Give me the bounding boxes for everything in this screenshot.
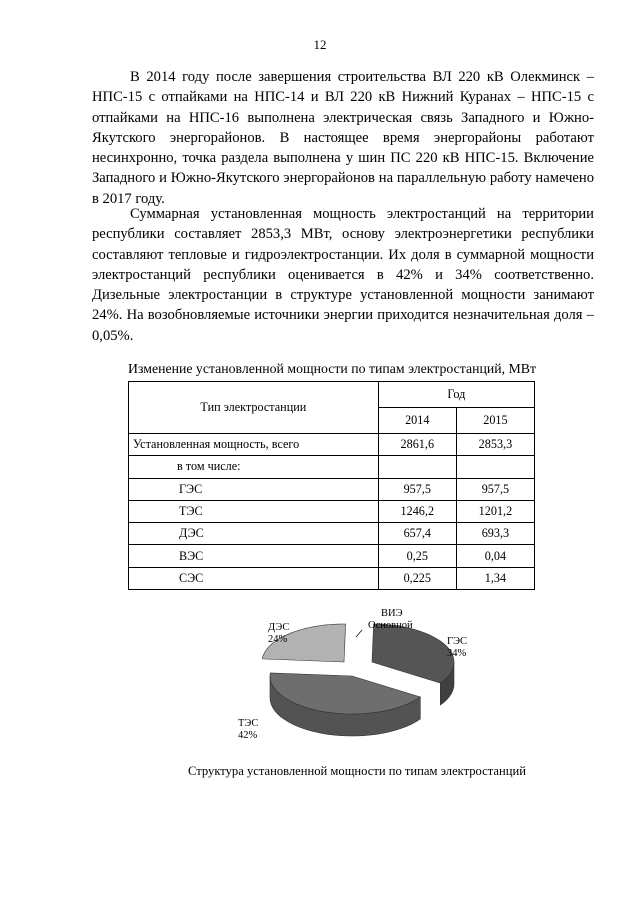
table-caption: Изменение установленной мощности по типам электростанций, МВт <box>128 361 536 376</box>
row-value-2015: 0,04 <box>456 545 534 567</box>
header-2015: 2015 <box>456 408 534 434</box>
label-ges-value: 34% <box>447 648 467 659</box>
label-tes-value: 42% <box>238 730 258 741</box>
row-value-2014: 957,5 <box>378 478 456 500</box>
row-value-2015: 2853,3 <box>456 434 534 456</box>
row-label: ДЭС <box>129 523 379 545</box>
row-label: в том числе: <box>129 456 379 478</box>
row-label: ТЭС <box>129 500 379 522</box>
page-number: 12 <box>313 37 327 52</box>
label-vie-sub: Основной <box>368 620 413 631</box>
row-label: Установленная мощность, всего <box>129 434 379 456</box>
row-value-2014: 657,4 <box>378 523 456 545</box>
label-ges-name: ГЭС <box>447 636 468 647</box>
label-vie-name: ВИЭ <box>381 608 403 619</box>
row-value-2015: 1,34 <box>456 567 534 589</box>
label-des-value: 24% <box>268 634 288 645</box>
row-value-2015: 957,5 <box>456 478 534 500</box>
row-value-2014: 0,25 <box>378 545 456 567</box>
row-label: ГЭС <box>129 478 379 500</box>
row-value-2014: 0,225 <box>378 567 456 589</box>
header-year: Год <box>378 382 534 408</box>
header-2014: 2014 <box>378 408 456 434</box>
row-value-2014: 2861,6 <box>378 434 456 456</box>
row-value-2015: 1201,2 <box>456 500 534 522</box>
row-label: СЭС <box>129 567 379 589</box>
paragraph-installed-capacity: Суммарная установленная мощность электростанций на территории республики составляет 2853,3 МВт, основу электроэнергетики республики составляют тепловые и гидроэлектростанции. Их доля в суммарной мощности электростанций республики оценивается в 42% и 34% соответственно. Дизельные электростанции в структуре установленной мощности занимают 24%. На возобновляемые источники энергии приходится незначительная доля – 0,05%. <box>92 206 594 344</box>
label-tes-name: ТЭС <box>238 718 259 729</box>
row-value-2014: 1246,2 <box>378 500 456 522</box>
label-des-name: ДЭС <box>268 622 290 633</box>
vie-leader-line <box>356 630 362 637</box>
pie-slice-ГЭС <box>372 624 454 683</box>
header-type: Тип электростанции <box>129 382 379 434</box>
row-label: ВЭС <box>129 545 379 567</box>
chart-caption: Структура установленной мощности по типам электростанций <box>188 764 526 778</box>
row-value-2015: 693,3 <box>456 523 534 545</box>
paragraph-grid-connection: В 2014 году после завершения строительства ВЛ 220 кВ Олекминск – НПС-15 с отпайками на НПС-14 и ВЛ 220 кВ Нижний Куранах – НПС-15 с отпайками на НПС-16 выполнена электрическая связь Западного и Южно-Якутского энергорайонов. В настоящее время энергорайоны работают несинхронно, точка раздела выполнена у шин ПС 220 кВ НПС-15. Включение Западного и Южно-Якутского энергорайонов на параллельную работу намечено в 2017 году. <box>92 69 594 207</box>
